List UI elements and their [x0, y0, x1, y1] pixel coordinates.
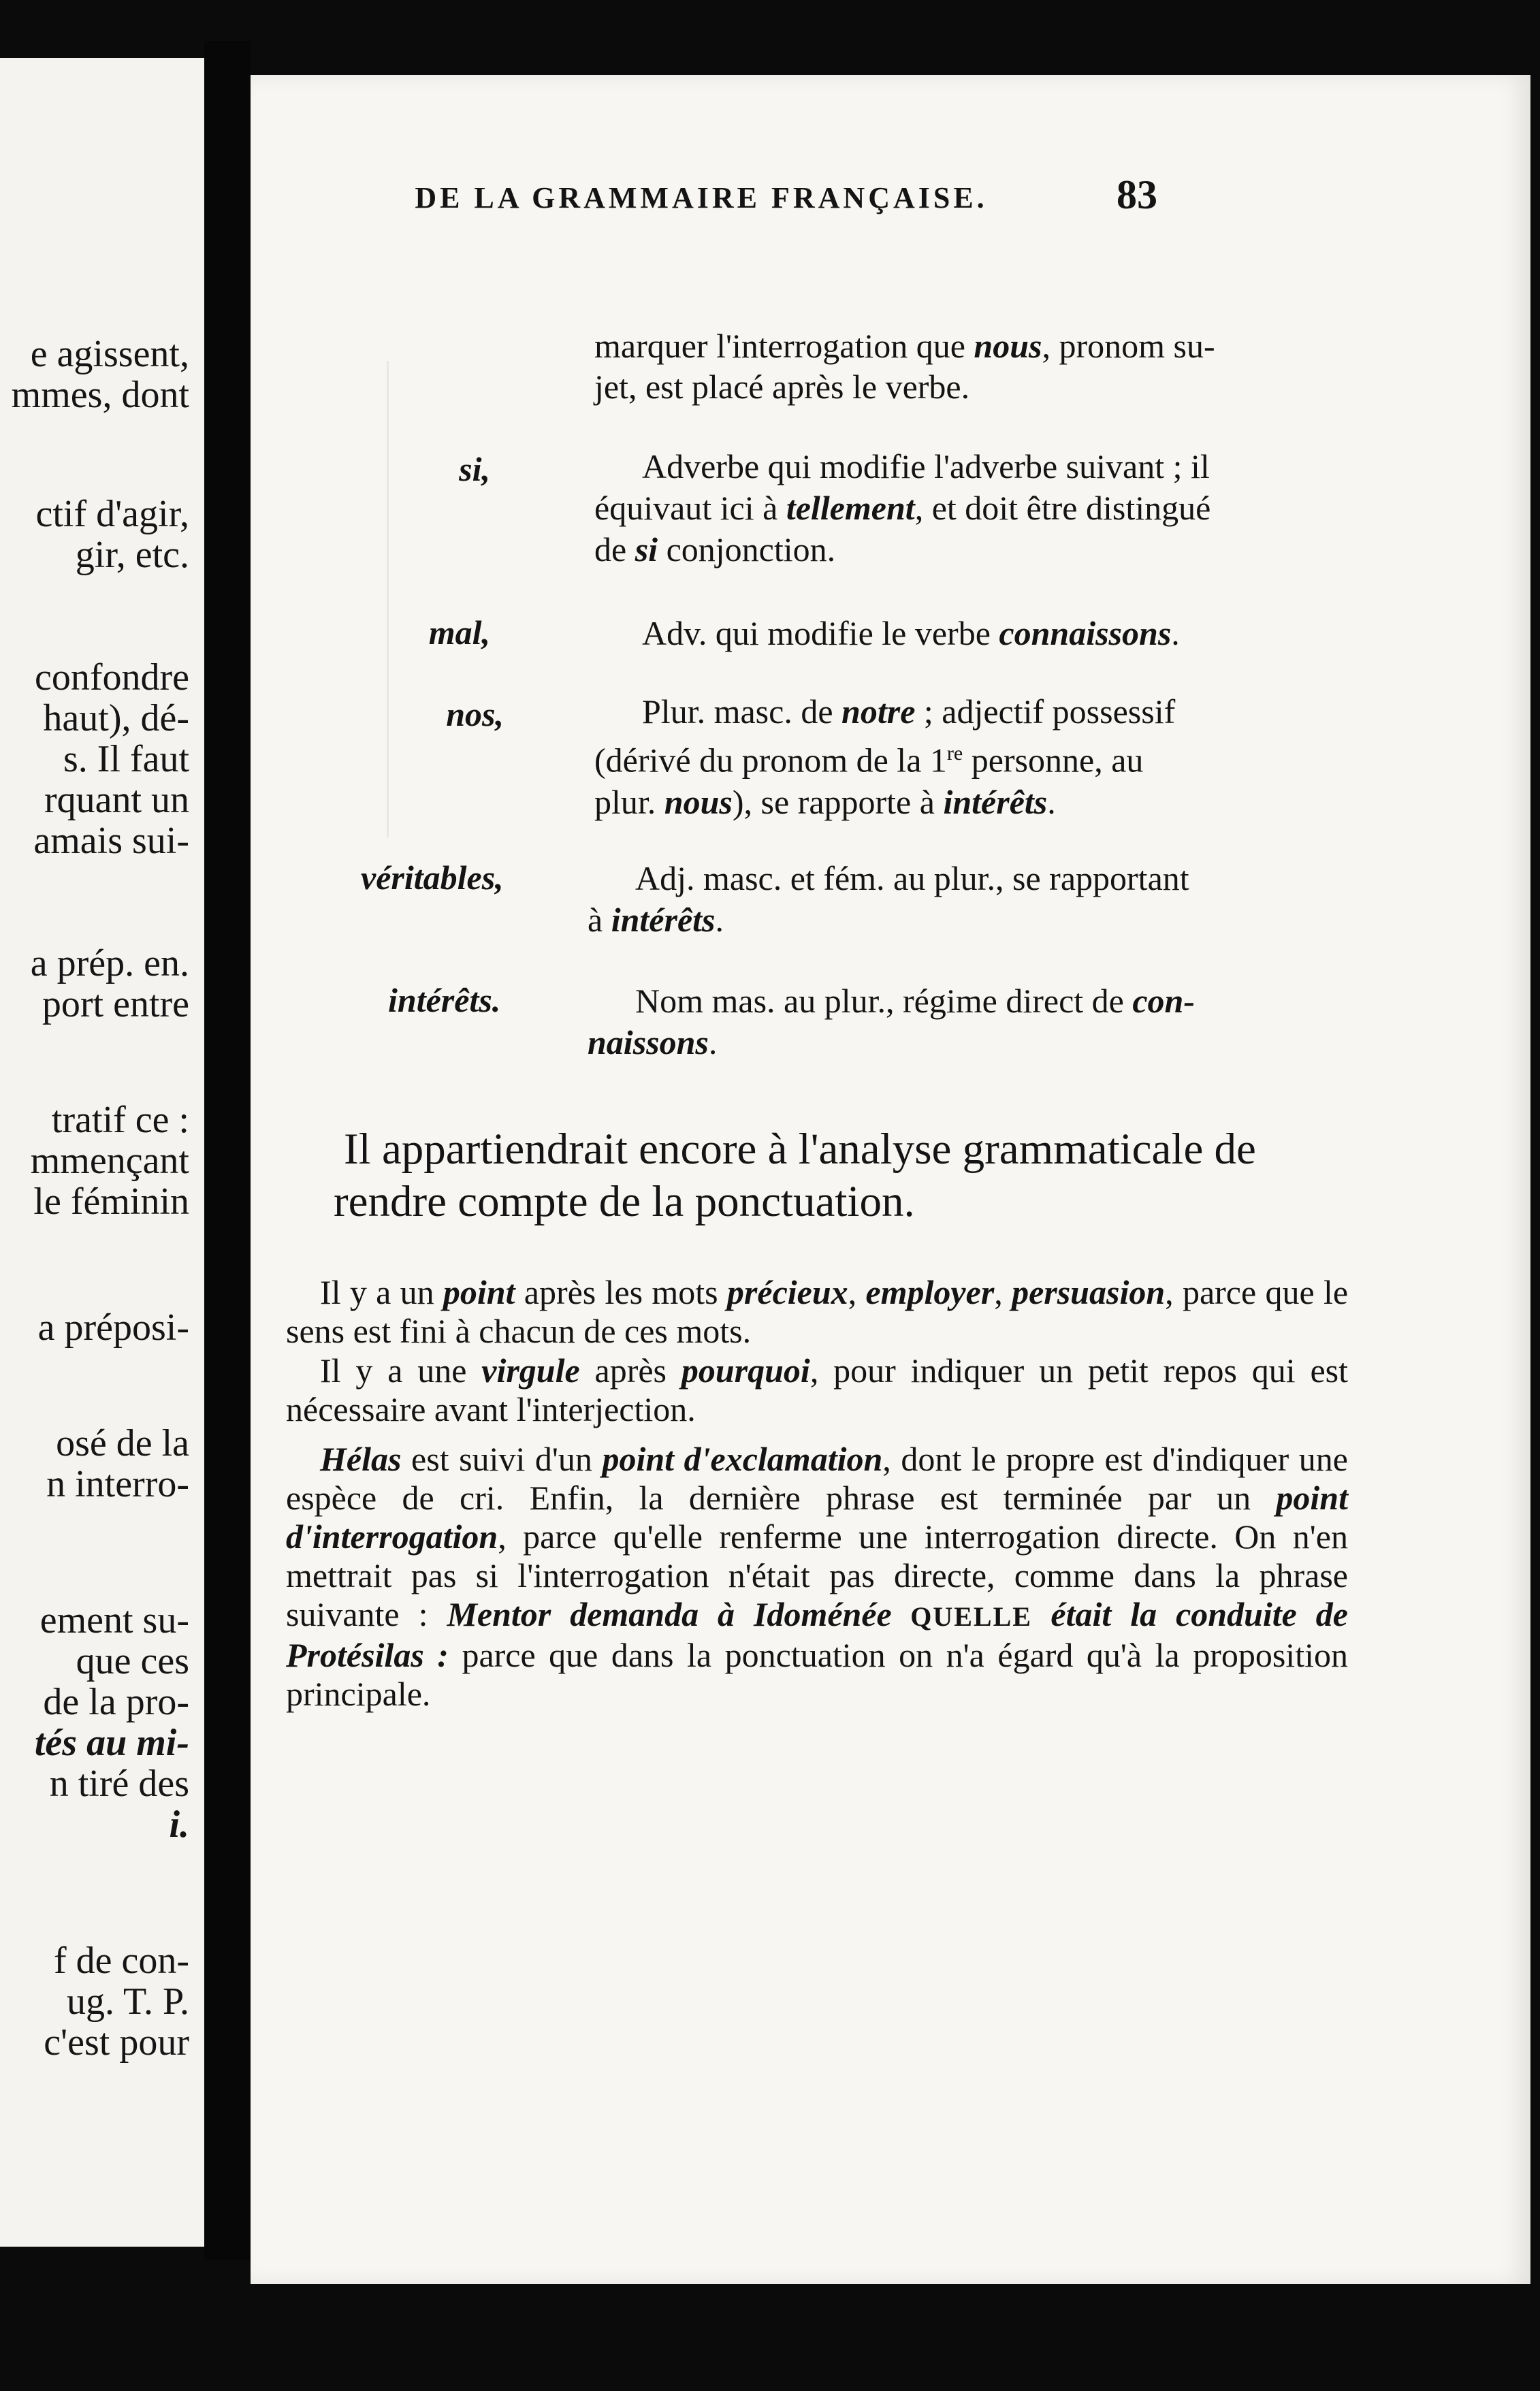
- italic-word: tellement: [786, 489, 915, 527]
- definition-line: [594, 529, 1343, 571]
- text-run: plur.: [594, 782, 664, 821]
- text-run: , parce qu'elle renferme une interrogation directe. On n'en mettrait pas si l'interrogation n'était pas directe, comme dans la phrase suivante :: [286, 1518, 1348, 1633]
- left-line: haut), dé-: [43, 697, 189, 739]
- text-run: après: [579, 1351, 681, 1390]
- italic-word: nous: [664, 782, 733, 821]
- italic-word: naissons: [588, 1023, 709, 1061]
- definition-line: [588, 980, 1343, 1022]
- left-line: de la pro-: [43, 1681, 189, 1723]
- text-run: Nom mas. au plur., régime direct de: [635, 982, 1133, 1020]
- left-line: s. Il faut: [63, 738, 189, 780]
- italic-word: pourquoi: [681, 1351, 810, 1390]
- text-run: Adv. qui modifie le verbe: [642, 614, 999, 652]
- left-line: n interro-: [46, 1463, 189, 1505]
- left-page-fragment: [0, 58, 204, 2247]
- page-number: 83: [1117, 172, 1157, 217]
- text-run: ,: [848, 1273, 866, 1311]
- left-line: gir, etc.: [75, 534, 189, 576]
- left-line: que ces: [76, 1640, 189, 1682]
- text-run: , et doit être distingué: [914, 489, 1211, 527]
- paragraph-exclamation: [286, 1440, 1348, 1714]
- definition-line: Adj. masc. et fém. au plur., se rapportant: [635, 859, 1189, 897]
- italic-word: con-: [1132, 982, 1196, 1020]
- left-line: port entre: [42, 983, 189, 1025]
- entry-word: mal,: [428, 613, 490, 652]
- text-run: équivaut ici à: [594, 489, 786, 527]
- left-line: confondre: [34, 656, 189, 699]
- left-line: tés au mi-: [34, 1722, 189, 1764]
- italic-word: Mentor demanda à Idoménée: [447, 1595, 892, 1633]
- italic-word: précieux: [726, 1273, 848, 1311]
- italic-word: si: [635, 530, 658, 568]
- left-line: ement su-: [39, 1599, 189, 1641]
- italic-word: persuasion: [1012, 1273, 1166, 1311]
- entry-definition: [588, 980, 1343, 1063]
- left-line: tratif ce :: [51, 1099, 189, 1141]
- italic-word: connaissons: [999, 614, 1172, 652]
- text-run: Plur. masc. de: [642, 692, 842, 731]
- italic-word: notre: [841, 692, 916, 731]
- definition-line: [594, 691, 1343, 733]
- entry-definition: [594, 446, 1343, 571]
- text-run: , pour indiquer un petit repos qui est nécessaire avant l'interjection.: [286, 1351, 1348, 1428]
- text-run: à: [588, 901, 611, 939]
- italic-word: virgule: [481, 1351, 580, 1390]
- entry-word: intérêts.: [388, 981, 501, 1019]
- entry-word: nos,: [446, 695, 504, 733]
- text-run: ; adjectif possessif: [915, 692, 1176, 731]
- left-line: i.: [169, 1803, 189, 1846]
- text-run: ), se rapporte à: [732, 782, 944, 821]
- text-run: Il y a une: [320, 1351, 482, 1390]
- text-run: ,: [994, 1273, 1012, 1311]
- text-run: conjonction.: [658, 530, 836, 568]
- text-run: , dont le propre est d'indiquer une espèce de cri. Enfin, la dernière phrase est terminée par un: [286, 1440, 1349, 1517]
- italic-word: point: [443, 1273, 515, 1311]
- italic-word: intérêts: [943, 782, 1048, 821]
- entry-definition: [588, 858, 1343, 941]
- text-run: parce que dans la ponctuation on n'a égard qu'à la proposition principale.: [286, 1636, 1348, 1713]
- book-gutter: [204, 41, 251, 2260]
- running-head: DE LA GRAMMAIRE FRANÇAISE.: [415, 181, 988, 214]
- left-line: mmençant: [30, 1140, 189, 1182]
- text-run: (dérivé du pronom de la 1: [594, 741, 947, 780]
- left-line: osé de la: [56, 1422, 189, 1464]
- text-run: .: [1047, 782, 1056, 821]
- definition-line: [588, 899, 1343, 941]
- text-run: marquer l'interrogation que: [594, 327, 974, 365]
- definition-line: [594, 487, 1343, 529]
- italic-word: nous: [974, 327, 1042, 365]
- small-caps-word: QUELLE: [891, 1601, 1051, 1632]
- continuation-line: [594, 327, 1215, 365]
- left-line: ctif d'agir,: [35, 493, 189, 535]
- left-line: e agissent,: [30, 333, 189, 375]
- entry-word: si,: [459, 450, 490, 488]
- definition-line: Adverbe qui modifie l'adverbe suivant ; il: [642, 447, 1210, 485]
- italic-word: était la conduite de Protésilas :: [286, 1595, 1348, 1674]
- text-run: .: [1171, 614, 1180, 652]
- large-paragraph: Il appartiendrait encore à l'analyse grammaticale de rendre compte de la ponctuation.: [334, 1125, 1256, 1226]
- italic-word: point d'interrogation: [286, 1479, 1348, 1556]
- text-run: personne, au: [963, 741, 1144, 780]
- left-line: le féminin: [33, 1181, 189, 1223]
- italic-word: Hélas: [320, 1440, 402, 1478]
- text-run: de: [594, 530, 635, 568]
- entry-definition: [594, 691, 1343, 823]
- text-run: après les mots: [515, 1273, 727, 1311]
- text-run: .: [708, 1023, 718, 1061]
- entry-definition: [642, 613, 1343, 654]
- superscript: re: [946, 742, 963, 765]
- left-line: amais sui-: [33, 820, 189, 862]
- entry-word: véritables,: [361, 858, 504, 897]
- text-run: .: [715, 901, 724, 939]
- paragraph-virgule: [286, 1351, 1348, 1429]
- left-line: c'est pour: [44, 2021, 189, 2064]
- text-run: , pronom su-: [1042, 327, 1215, 365]
- italic-word: intérêts: [611, 901, 716, 939]
- left-line: ug. T. P.: [67, 1980, 189, 2023]
- italic-word: employer: [865, 1273, 995, 1311]
- text-run: , parce que le sens est fini à chacun de ces mots.: [286, 1273, 1349, 1350]
- left-line: rquant un: [44, 779, 189, 821]
- definition-line: [642, 613, 1343, 654]
- left-line: a préposi-: [37, 1306, 189, 1349]
- italic-word: point d'exclamation: [602, 1440, 883, 1478]
- text-run: Il y a un: [320, 1273, 443, 1311]
- definition-line: [588, 1022, 1343, 1063]
- left-line: mmes, dont: [11, 374, 189, 416]
- text-run: est suivi d'un: [401, 1440, 603, 1478]
- definition-line: [594, 782, 1343, 823]
- definition-line: [594, 733, 1343, 782]
- paragraph-point: [286, 1273, 1348, 1351]
- left-line: f de con-: [53, 1940, 189, 1982]
- left-line: n tiré des: [49, 1763, 189, 1805]
- left-line: a prép. en.: [30, 942, 189, 984]
- continuation-line: jet, est placé après le verbe.: [594, 368, 970, 406]
